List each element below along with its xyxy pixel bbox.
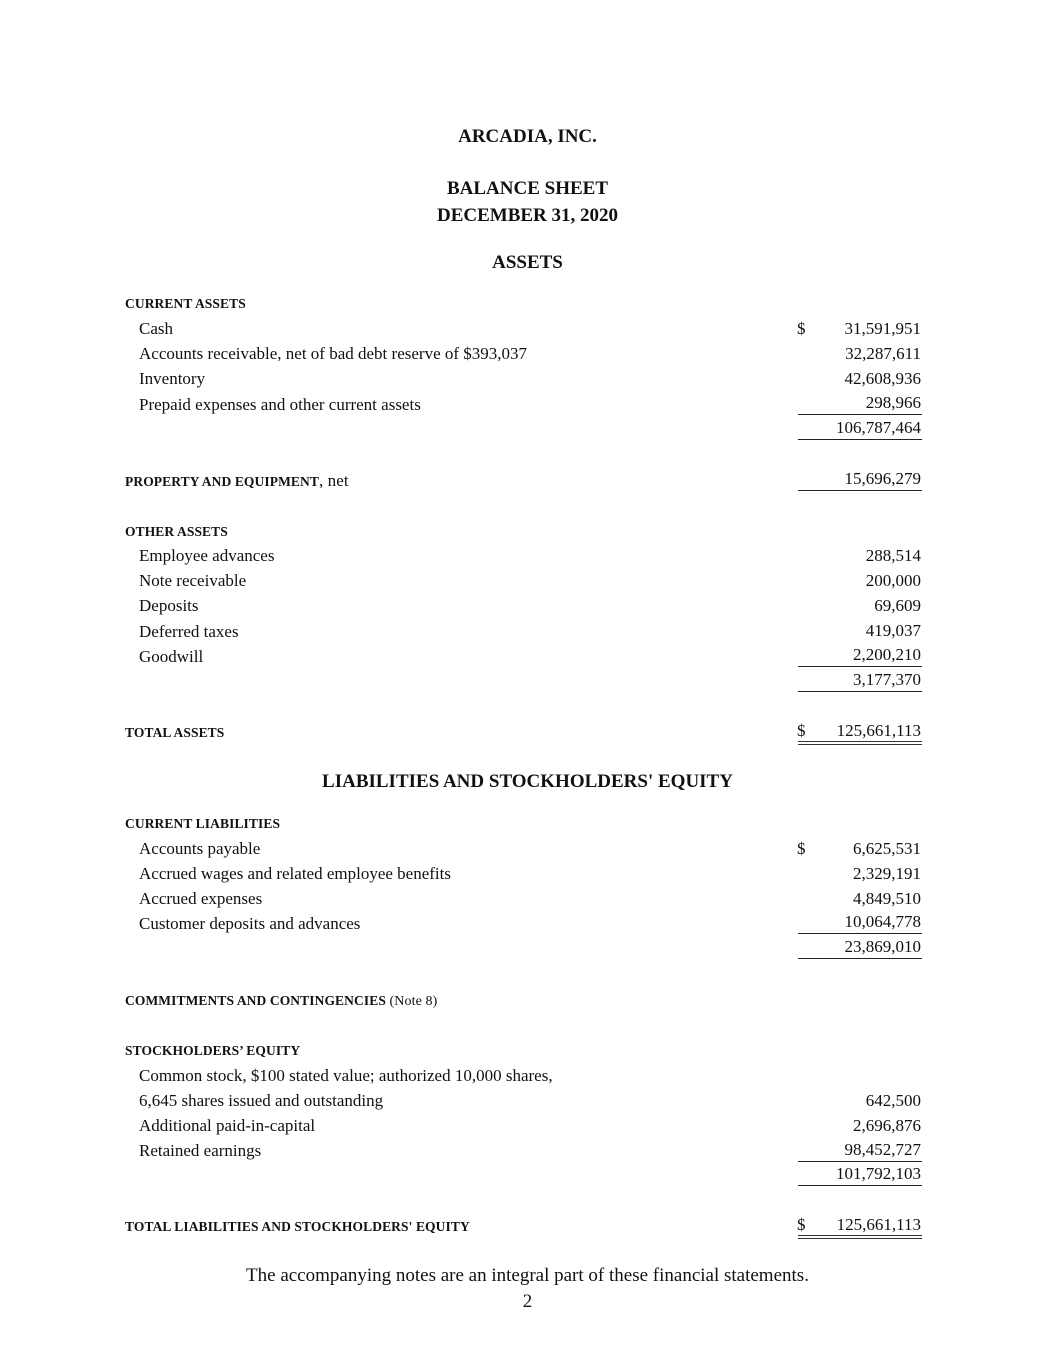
statement-date: DECEMBER 31, 2020 — [436, 205, 619, 226]
subtotal-rule — [798, 439, 922, 440]
currency-symbol: $ — [797, 319, 806, 338]
line-item-label-continued: 6,645 shares issued and outstanding — [139, 1091, 384, 1110]
property-amount: 15,696,279 — [844, 469, 921, 488]
subtotal-rule — [798, 1161, 922, 1162]
total-liabilities-equity-amount: 125,661,113 — [836, 1215, 921, 1234]
subtotal-rule — [798, 414, 922, 415]
total-assets-label: TOTAL ASSETS — [125, 725, 225, 740]
line-item-label: Employee advances — [139, 546, 275, 565]
current-liabilities-subtotal: 23,869,010 — [844, 937, 921, 956]
line-item-amount: 32,287,611 — [845, 344, 921, 363]
other-assets-subtotal: 3,177,370 — [853, 670, 921, 689]
subtotal-rule — [798, 691, 922, 692]
statement-title: BALANCE SHEET — [446, 178, 609, 199]
liabilities-title: LIABILITIES AND STOCKHOLDERS' EQUITY — [322, 771, 733, 792]
commitments-heading — [125, 993, 437, 1010]
line-item-label: Common stock, $100 stated value; authorized 10,000 shares, — [139, 1066, 553, 1085]
double-underline — [798, 741, 922, 745]
footer-note: The accompanying notes are an integral part of these financial statements. — [246, 1265, 809, 1286]
line-item-label: Goodwill — [139, 647, 204, 666]
line-item-label: Additional paid-in-capital — [139, 1116, 316, 1135]
subtotal-rule — [798, 958, 922, 959]
line-item-label: Retained earnings — [139, 1141, 262, 1160]
equity-subtotal: 101,792,103 — [836, 1164, 921, 1183]
commitments-note: (Note 8) — [385, 994, 438, 1009]
double-underline — [798, 1235, 922, 1239]
property-heading — [125, 471, 349, 491]
line-item-label: Note receivable — [139, 571, 247, 590]
line-item-label: Customer deposits and advances — [139, 914, 361, 933]
line-item-amount: 98,452,727 — [844, 1140, 921, 1159]
line-item-amount: 419,037 — [865, 621, 921, 640]
total-liabilities-equity-label: TOTAL LIABILITIES AND STOCKHOLDERS' EQUITY — [125, 1219, 470, 1234]
company-name: ARCADIA, INC. — [458, 126, 597, 147]
subtotal-rule — [798, 933, 922, 934]
line-item-amount: 10,064,778 — [844, 912, 921, 931]
line-item-amount: 2,329,191 — [853, 864, 921, 883]
line-item-amount: 200,000 — [865, 571, 921, 590]
page-number: 2 — [522, 1291, 533, 1312]
line-item-label: Deferred taxes — [139, 622, 239, 641]
line-item-amount: 642,500 — [865, 1091, 921, 1110]
equity-heading: STOCKHOLDERS’ EQUITY — [125, 1043, 301, 1058]
line-item-label: Prepaid expenses and other current assets — [139, 395, 421, 414]
subtotal-rule — [798, 490, 922, 491]
currency-symbol: $ — [797, 721, 806, 740]
subtotal-rule — [798, 666, 922, 667]
line-item-amount: 6,625,531 — [853, 839, 921, 858]
line-item-label: Accrued expenses — [139, 889, 263, 908]
line-item-label: Deposits — [139, 596, 199, 615]
subtotal-rule — [798, 1185, 922, 1186]
currency-symbol: $ — [797, 839, 806, 858]
property-heading-suffix: , net — [318, 471, 349, 490]
other-assets-heading: OTHER ASSETS — [125, 524, 228, 539]
current-assets-heading: CURRENT ASSETS — [125, 296, 246, 311]
commitments-label: COMMITMENTS AND CONTINGENCIES — [125, 993, 386, 1008]
line-item-label: Cash — [139, 319, 173, 338]
line-item-amount: 288,514 — [865, 546, 921, 565]
total-assets-amount: 125,661,113 — [836, 721, 921, 740]
line-item-amount: 2,200,210 — [853, 645, 921, 664]
current-liabilities-heading: CURRENT LIABILITIES — [125, 816, 281, 831]
line-item-amount: 69,609 — [874, 596, 921, 615]
line-item-amount: 298,966 — [865, 393, 921, 412]
line-item-label: Accrued wages and related employee benefits — [139, 864, 451, 883]
line-item-amount: 4,849,510 — [853, 889, 921, 908]
line-item-label: Accounts payable — [139, 839, 261, 858]
line-item-amount: 2,696,876 — [853, 1116, 921, 1135]
line-item-label: Inventory — [139, 369, 206, 388]
assets-title: ASSETS — [492, 252, 563, 273]
line-item-amount: 42,608,936 — [844, 369, 921, 388]
property-heading-label: PROPERTY AND EQUIPMENT — [125, 474, 319, 489]
currency-symbol: $ — [797, 1215, 806, 1234]
line-item-label: Accounts receivable, net of bad debt reserve of $393,037 — [139, 344, 528, 363]
line-item-amount: 31,591,951 — [844, 319, 921, 338]
current-assets-subtotal: 106,787,464 — [836, 418, 921, 437]
